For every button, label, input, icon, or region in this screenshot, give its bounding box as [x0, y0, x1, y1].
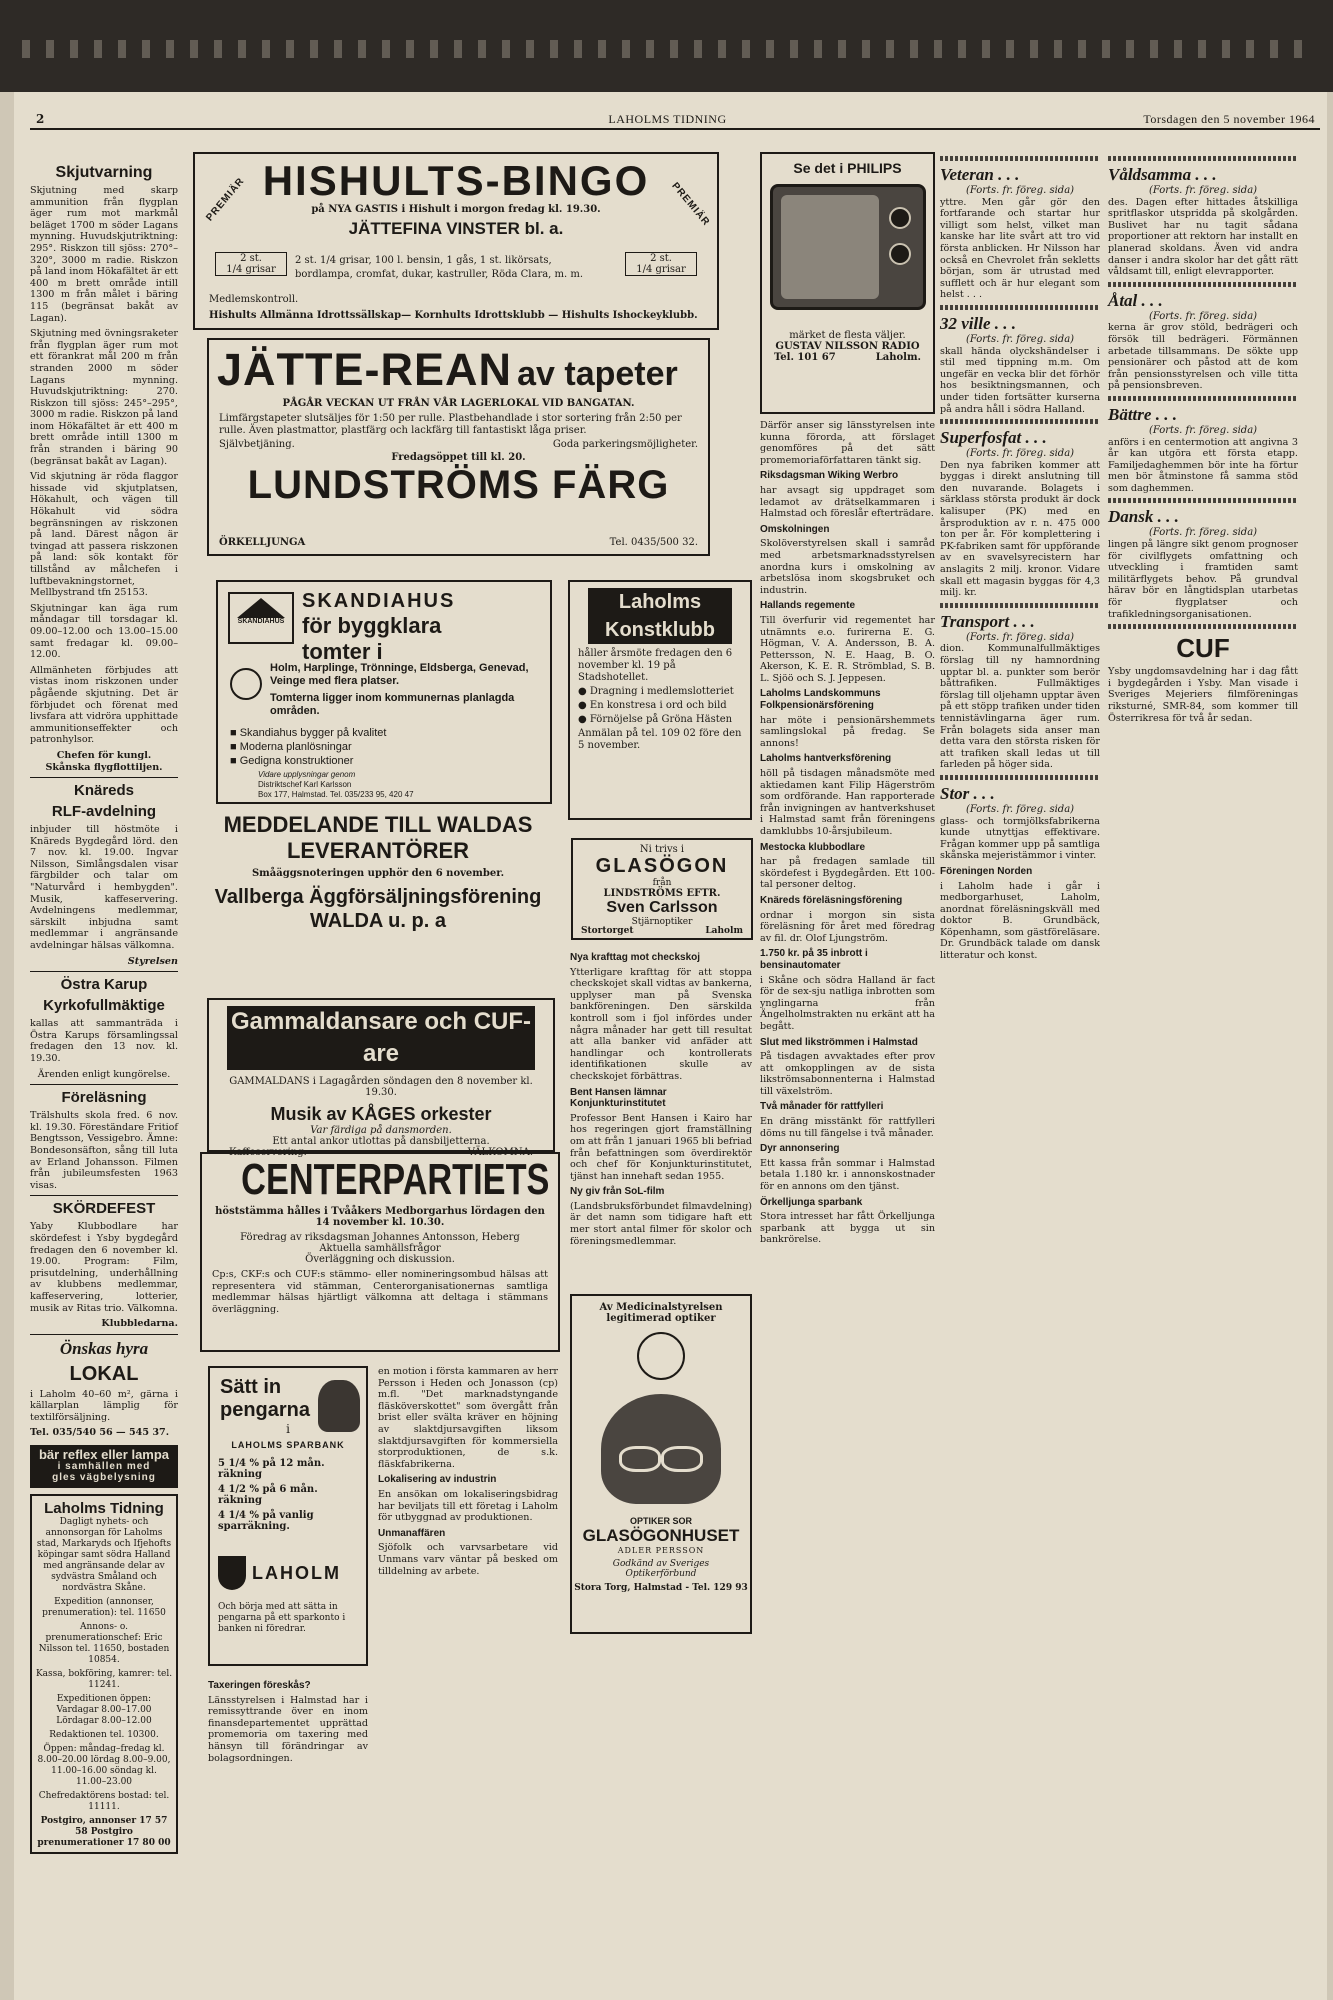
sparbank-note: Och börja med att sätta in pengarna på ett sparkonto i banken ni föredrar. [218, 1602, 346, 1634]
konstklubb-title: Laholms Konstklubb [588, 588, 732, 644]
column-1 [30, 160, 178, 1978]
glasogonhuset-text: Godkänd av Sveriges [612, 1559, 710, 1569]
walda-title: MEDDELANDE TILL WALDAS [223, 812, 533, 837]
bingo-ad [193, 152, 719, 330]
gammaldans-ad [207, 998, 555, 1158]
masthead-text: Annons- o. prenumerationschef: Eric Nilsson tel. 11650, bostaden 10854. [38, 1622, 170, 1666]
divider [30, 1084, 178, 1085]
article-headline: Laholms Landskommuns Folkpensionärsförening [760, 688, 881, 712]
gammaldans-title: Gammaldansare och CUF-are [227, 1006, 535, 1070]
gammaldans-coffee: Kaffeservering. [229, 1147, 307, 1158]
skjutvarning-text: Vid skjutning är röda flaggor hissade vid skjutplatsen, Hökahult, och vägen till Hökahult vid södra begränsningen av riskzonen på land. Därest någon är tvingad att passera riskzonen på land: sök kontakt för tillstånd av målchefen i luftbevakningstornet, Mellbystrand tfn 25153. [30, 471, 178, 599]
article-text: har på fredagen samlade till skördefest i Bygdegården. Ett 100-tal personer deltog. [760, 856, 935, 891]
article-headline: Nya krafttag mot checkskoj [570, 952, 701, 963]
article-text: en motion i första kammaren av herr Persson i Heden och Jonasson (cp) m.fl. "Det marknadstyngande fläsköverskottet" som övergått från brist eller svälta kräver en höjning av slaktdjursavgiften liksom slaktdjursavgiften för kommersiella storproduktionen, de s.k. fläskfabrikerna. [378, 1366, 558, 1470]
philips-caption: märket de flesta väljer. [789, 330, 906, 341]
article-text: ordnar i morgon sin sista föreläsning för året med föredrag av fil. dr. Olof Ljungström. [760, 909, 935, 944]
article-headline: Bent Hansen lämnar Konjunkturinstitutet [570, 1086, 667, 1110]
skjutvarning-text: Allmänheten förbjudes att vistas inom riskzonen under pågående skjutning. Det är förbjudet och förenat med livsfara att vidröra upphittade ammunitionseffekter och patronhylsor. [30, 664, 178, 746]
valdsamma-headline: Våldsamma . . . [1108, 165, 1217, 184]
television-icon [770, 184, 926, 310]
continued-note: (Forts. fr. föreg. sida) [965, 185, 1075, 196]
skordefest-text: Yaby Klubbodlare har skördefest i Ysby bygdegård fredagen den 6 november kl. 19.00. Program: Film, prisutdelning, underhållning av klubbens medlemmar, kaffeservering, lotterier, musik av Ritas trio. Välkomna. [30, 1221, 178, 1314]
skandiahus-emblem-icon [230, 668, 262, 700]
walda-text: Småäggsnoteringen upphör den 6 november. [251, 868, 505, 879]
ostra-karup-note: Ärenden enligt kungörelse. [37, 1068, 171, 1080]
sparbank-rate: 5 1/4 % på 12 mån. räkning [218, 1458, 325, 1480]
article-text: Därför anser sig länsstyrelsen inte kunna förorda, att förslaget genomföres på det sätt promemoriaförfattaren tänkt sig. [760, 420, 935, 466]
article-headline: Lokalisering av industrin [378, 1474, 497, 1486]
skandiahus-bullets [230, 726, 386, 768]
bullet: ■ Moderna planlösningar [230, 741, 352, 753]
glasogonhuset-title: GLASÖGONHUSET [582, 1526, 740, 1545]
skandiahus-title: för byggklara [302, 613, 442, 638]
article-text: yttre. Men går gör den fortfarande och startar hur villigt som helst, vilket man kanske har lite svårt att tro vid första anblicken. Hr Nilsson har också en Chevrolet från sekletts början, som är utrustad med sufflett och är hur elegant som helst . . . [940, 196, 1100, 301]
transport-headline: Transport . . . [940, 611, 1035, 631]
glasogon-name: Sven Carlsson [606, 899, 718, 916]
article-text: Ett kassa från sommar i Halmstad betala 1.180 kr. i annonskostnader för en annons om den tjänst. [760, 1157, 935, 1193]
article-headline: Ny giv från SoL-film [570, 1186, 665, 1198]
news-column-2 [378, 1366, 558, 1978]
article-text: Stora intresset har fått Örkelljunga sparbank att bygga ut sin bankrörelse. [760, 1211, 935, 1246]
tapeter-parking: Goda parkeringsmöjligheter. [552, 439, 698, 450]
philips-town: Laholm. [875, 352, 921, 363]
article-text: i Laholm hade i går i medborgarhuset, Laholm, anordnat föreläsningskväll med doktor B. Grundbäck, Köpenhamn, som gästföreläsare. Dr. Grundbäck talade om dansk litteratur och konst. [940, 880, 1100, 962]
walda-association: WALDA u. p. a [310, 910, 446, 932]
gammaldans-text: Var färdiga på dansmorden. [310, 1125, 452, 1136]
bingo-prizes-headline: JÄTTEFINA VINSTER bl. a. [348, 219, 564, 238]
article-text: Den nya fabriken kommer att byggas i direkt anslutning till den nuvarande. Bolagets i särklass största produkt är dock kalisuper (PK) med en årsproduktion av r. n. 475 000 ton per år. För komplettering i PK-fabriken samt för uppförande av en svavelsyrecistern har anslagits 2 milj. kronor. Vidare skall ett magasin byggas för 4,3 milj. kr. [940, 459, 1100, 599]
kyrkofullmaktige-headline: Kyrkofullmäktige [43, 997, 165, 1015]
article-text: Ytterligare krafttag för att stoppa checkskojet skall vidtas av bankerna, upplyser man på Svenska bankföreningen. Den särskilda kontroll som i fjol infördes under några månader har gett till resultat att alla banker vid anfäder att handlingar och kontrollerats identifikationen skulle av checkskojet förbättras. [570, 966, 752, 1082]
sparbank-logo: LAHOLM [252, 1562, 341, 1583]
tree-icon [318, 1380, 360, 1432]
article-text: kerna är grov stöld, bedrägeri och försök till bedrägeri. Förmännen arbetade tillsammans. De sökte upp pensionärer och påstod att de kom från pensionsstyrelsen och ville titta på pensionsbreven. [1108, 322, 1298, 392]
issue-date: Torsdagen den 5 november 1964 [1143, 112, 1315, 126]
article-text: des. Dagen efter hittades åtskilliga spritflaskor utspridda på skolgården. Buslivet har nu tagit sådana proportioner att rektorn har installt en planerad skoldans. Även vid andra danser i andra skolor har det gått rätt våldsamt till, enligt elevrapporter. [1108, 196, 1298, 278]
tapeter-phone: Tel. 0435/500 32. [609, 537, 698, 548]
masthead-text: Expeditionen öppen: Vardagar 8.00–17.00 Lördagar 8.00–12.00 [56, 1694, 152, 1727]
article-text: lingen på längre sikt genom prognoser för civilflygets omfattning och utveckling i framtiden samt militärflygets behov. På grundval härav bör en långtidsplan utarbetas för flygplatser och trafikledningsorganisationen. [1108, 539, 1298, 620]
bingo-title: HISHULTS-BINGO [262, 157, 650, 204]
prize-box-item: 1/4 grisar [226, 264, 276, 275]
glasogon-role: Stjärnoptiker [631, 917, 693, 927]
tapeter-title-row [217, 344, 708, 396]
optician-seal-icon [637, 1332, 685, 1380]
article-headline: Örkelljunga sparbank [760, 1196, 863, 1208]
konstklubb-text: Anmälan på tel. 109 02 före den 5 november. [578, 728, 742, 751]
tapeter-headline: PÅGÅR VECKAN UT FRÅN VÅR LAGERLOKAL VID BANGATAN. [282, 398, 635, 409]
continued-note: (Forts. fr. föreg. sida) [1148, 527, 1258, 539]
masthead-text: Expedition (annonser, prenumeration): tel. 11650 [42, 1597, 166, 1619]
divider [30, 1195, 178, 1196]
v32-headline: 32 ville . . . [940, 313, 1017, 333]
bingo-prize-list: 2 st. 1/4 grisar, 100 l. bensin, 1 gås, 1 st. likörsats, bordlampa, cromfat, dukar, kastruller, Röda Clara, m. m. [295, 255, 584, 280]
philips-title: Se det i PHILIPS [793, 160, 902, 176]
wavy-divider [940, 775, 1100, 780]
glasses-icon [619, 1446, 661, 1472]
glasogonhuset-top: legitimerad optiker [606, 1313, 716, 1324]
onskas-hyra-headline: Önskas hyra [59, 1338, 149, 1358]
divider [30, 1334, 178, 1335]
contact-line: Vidare upplysningar genom [258, 770, 356, 779]
glasogonhuset-sign: OPTIKER SOR [629, 1516, 692, 1526]
dansk-headline: Dansk . . . [1108, 507, 1179, 527]
konstklubb-item: ● En konstresa i ord och bild [578, 700, 727, 711]
centerpartiet-ad [200, 1152, 560, 1352]
tapeter-hours: Fredagsöppet till kl. 20. [391, 452, 526, 463]
centerpartiet-topic: Aktuella samhällsfrågor [319, 1243, 441, 1254]
wavy-divider [940, 305, 1100, 310]
article-headline: Två månader för rattfylleri [760, 1101, 884, 1113]
veteran-headline: Veteran . . . [940, 165, 1020, 184]
continued-note: (Forts. fr. föreg. sida) [1148, 424, 1258, 436]
page-number: 2 [36, 112, 45, 126]
article-text: anförs i en centermotion att angivna 3 år kan utgöra ett första etapp. Familjedaghemmen bör inte ha förtur men bör åtminstone få samma stöd som daghemmen. [1108, 436, 1298, 494]
header-rule [30, 128, 1320, 130]
news-column-3 [570, 948, 752, 1288]
house-icon [237, 598, 285, 618]
glasogon-addr: Stortorget [581, 926, 634, 936]
tapeter-town: ÖRKELLJUNGA [219, 537, 306, 548]
reflex-line: i samhällen med [57, 1460, 151, 1472]
knareds-signature: Styrelsen [127, 955, 178, 967]
prize-box-count: 2 st. [650, 253, 672, 264]
microfilm-border [0, 0, 1333, 92]
masthead-text: Kassa, bokföring, kamrer: tel. 11241. [35, 1669, 173, 1691]
wavy-divider [1108, 624, 1298, 629]
wavy-divider [1108, 282, 1298, 287]
skandiahus-logo-label: SKANDIAHUS [237, 618, 285, 625]
lokal-headline: LOKAL [69, 1362, 139, 1385]
skandiahus-title: SKANDIAHUS [302, 590, 456, 612]
atal-headline: Åtal . . . [1108, 290, 1163, 310]
continued-note: (Forts. fr. föreg. sida) [1148, 310, 1258, 322]
sparbank-headline: Sätt in [220, 1376, 282, 1398]
lokal-phone: Tel. 035/540 56 — 545 37. [30, 1427, 170, 1439]
article-headline: Laholms hantverksförening [760, 753, 892, 765]
cuf-headline: CUF [1176, 633, 1230, 664]
sparbank-rate: 4 1/4 % på vanlig sparräkning. [218, 1510, 314, 1532]
article-headline: Unmanaffären [378, 1527, 446, 1539]
continued-note: (Forts. fr. föreg. sida) [1148, 185, 1258, 196]
masthead-text: Postgiro, annonser 17 57 58 Postgiro prenumerationer 17 80 00 [37, 1816, 171, 1849]
forelasning-text: Trälshults skola fred. 6 nov. kl. 19.30. Föreständare Fritiof Bengtsson, Vessigebro. Ämne: Bondesonsäfton, sång till luta av Erland Johansson. Filmen från jubileumsfesten 1963 visas. [30, 1110, 178, 1191]
article-text: Skolöverstyrelsen skall i samråd med arbetsmarknadsstyrelsen anordna kurs i omskolning av arbetslösa inom skogsbruket och industrin. [760, 538, 935, 596]
reflex-line: gles vägbelysning [52, 1472, 156, 1484]
bullet: ■ Skandiahus bygger på kvalitet [230, 727, 387, 739]
centerpartiet-text: Cp:s, CKF:s och CUF:s stämmo- eller nomineringsombud hälsas att representera vid stämman, Centerorganisationernas samtliga medlemmar hälsas hjärtligt välkomna att deltaga i stämmans överläggning. [212, 1269, 548, 1315]
coat-of-arms-icon [218, 1556, 246, 1590]
article-headline: Föreningen Norden [940, 865, 1033, 877]
philips-contact [774, 352, 921, 363]
article-text: Till överfurir vid regementet har utnämnts e.o. furirerna E. G. Högman, V. A. Andersson, B. A. Pettersson, N. E. Haag, B. O. Akerson, K. E. R. Strömblad, S. B. L. Sjöö och S. J. Jeppesen. [760, 614, 935, 684]
reflex-line: bär reflex eller lampa [38, 1447, 170, 1463]
prize-box [625, 252, 697, 276]
news-column-5 [940, 152, 1100, 1978]
film-perforation [22, 40, 1312, 58]
article-text: På tisdagen avvaktades efter prov att omkopplingen av de sista likströmsabonnenterna i Halmstad till växelström. [760, 1051, 935, 1097]
prize-box-item: 1/4 grisar [636, 264, 686, 275]
gammaldans-when: GAMMALDANS i Lagagården söndagen den 8 november kl. 19.30. [229, 1076, 533, 1098]
sparbank-text: i [286, 1422, 290, 1436]
article-headline: Hallands regemente [760, 600, 856, 612]
walda-title: LEVERANTÖRER [286, 838, 470, 863]
gammaldans-music: Musik av KÅGES orkester [270, 1104, 492, 1124]
contact-line: Box 177, Halmstad. Tel. 035/233 95, 420 47 [258, 790, 414, 799]
sparbank-ad [208, 1366, 368, 1666]
glasogonhuset-top: Av Medicinalstyrelsen [599, 1302, 723, 1313]
bullet-text: Skandiahus bygger på kvalitet [239, 727, 387, 739]
bingo-members: Medlemskontroll. [209, 294, 299, 305]
article-text: dion. Kommunalfullmäktiges förslag till ny hamnordning upptar bl. a. punkter som berör båttrafiken. Fullmäktiges förslag till oljehamn upptar även på ett stöpp trafiken under tiden tennistävlingarna äger rum. Från bolagets sida anser man detta vara den största risken för att trafiken skall ledas ut till farleden på höger sida. [940, 643, 1100, 771]
premiar-label: PREMIÄR [669, 180, 712, 229]
article-text: skall hända olyckshändelser i stil med tippning m.m. Om ungefär en vecka blir det förhör hos besiktningsmannen, och under tiden fortsätter kurserna på andra håll i södra Halland. [940, 345, 1100, 415]
article-text: Professor Bent Hansen i Kairo har hos regeringen gjort framställning om att från 1 januari 1965 bli befriad från befattningen som överdirektör och chef för Konjunkturinstitutet, tjänst han innehaft sedan 1955. [570, 1112, 752, 1182]
knareds-subheadline: RLF-avdelning [51, 803, 157, 821]
tapeter-title: JÄTTE-REAN [217, 344, 513, 395]
divider [30, 971, 178, 972]
article-text: i Skåne och södra Halland är fact för de sex-sju natliga inbrotten som ynglingarna från Ängelholmstrakten nu erkänt att ha begått. [760, 974, 935, 1032]
superfosfat-headline: Superfosfat . . . [940, 428, 1047, 448]
glasogon-addr: Laholm [705, 926, 743, 936]
bingo-organisers: Hishults Allmänna Idrottssällskap— Kornhults Idrottsklubb — Hishults Ishockeyklubb. [209, 310, 698, 321]
skandiahus-logo [228, 592, 294, 644]
masthead-text: Öppen: måndag–fredag kl. 8.00–20.00 lördag 8.00–9.00, 11.00–16.00 söndag kl. 11.00–23.00 [37, 1744, 171, 1788]
glasses-icon [661, 1446, 703, 1472]
bullet: ■ Gedigna konstruktioner [230, 755, 354, 767]
prize-box-count: 2 st. [240, 253, 262, 264]
tapeter-text: Limfärgstapeter slutsäljes för 1:50 per rulle. Plastbehandlade i stor sortering från 2:50 per rulle. Även plastmattor, plastfärg och lackfärg till fantastiskt låga priser. [219, 413, 682, 436]
tapeter-self-service: Självbetjäning. [219, 439, 295, 450]
centerpartiet-when: höststämma hålles i Tvååkers Medborgarhus lördagen den 14 november kl. 10.30. [215, 1206, 545, 1228]
article-headline: Omskolningen [760, 523, 830, 535]
glasogon-firm: LINDSTRÖMS EFTR. [603, 888, 721, 899]
glasogonhuset-text: Optikerförbund [625, 1569, 697, 1579]
ostra-karup-text: kallas att sammanträda i Östra Karups församlingssal fredagen den 13 nov. kl. 19.30. [30, 1018, 178, 1064]
skordefest-signature: Klubbledarna. [101, 1318, 178, 1330]
masthead-text: Chefredaktörens bostad: tel. 11111. [38, 1791, 170, 1813]
article-text: En ansökan om lokaliseringsbidrag har beviljats till ett företag i Laholm för utbyggnad av produktionen. [378, 1488, 558, 1524]
article-headline: Mestocka klubbodlare [760, 841, 866, 853]
sparbank-logo-row [218, 1556, 358, 1590]
skordefest-headline: SKÖRDEFEST [52, 1200, 156, 1218]
article-headline: Dyr annonsering [760, 1143, 840, 1155]
tv-screen [781, 195, 879, 299]
skandiahus-sub: Tomterna ligger inom kommunernas planlagda områden. [270, 692, 515, 717]
lokal-text: i Laholm 40–60 m², gärna i källarplan lämplig för textilförsäljning. [30, 1388, 178, 1423]
tapeter-service [219, 439, 698, 450]
prize-box [215, 252, 287, 276]
article-headline: Riksdagsman Wiking Werbro [760, 470, 899, 482]
glasogon-ad [571, 838, 753, 940]
paper-name: LAHOLMS TIDNING [608, 112, 727, 126]
masthead-text: Dagligt nyhets- och annonsorgan för Laholms stad, Markaryds och Ifjehofts köpingar samt södra Halland med angränsande delar av sydvästra Småland och nordvästra Skåne. [36, 1517, 172, 1594]
sparbank-name: LAHOLMS SPARBANK [231, 1440, 345, 1450]
stor-headline: Stor . . . [940, 783, 995, 803]
premiar-label: PREMIÄR [204, 175, 247, 224]
centerpartiet-title: CENTERPARTIETS [241, 1155, 550, 1204]
gammaldans-text: Ett antal ankor utlottas på dansbiljetterna. [272, 1136, 490, 1147]
article-text: glass- och tormjölksfabrikerna kunde utnyttjas effektivare. Frågan kommer upp på samtliga skånska mejeristämmor i vinter. [940, 815, 1100, 862]
sparbank-headline: pengarna [220, 1399, 311, 1421]
konstklubb-item: ● Dragning i medlemslotteriet [578, 686, 734, 697]
skjutvarning-text: Skjutning med skarp ammunition från flygplan äger rum mot markmål beläget 1700 m söder Lagans mynning. Huvudskjutriktning: 295°. Riskzon till sjöss: 270°–320°, 3000 m radie. Riskzon på land inom Hökafältet är ett 400 m brett område intill 1300 m från målet i bäring 115 (begränsat bakåt av Lagan). [30, 185, 178, 324]
continued-note: (Forts. fr. föreg. sida) [965, 333, 1075, 345]
masthead-text: Redaktionen tel. 10300. [49, 1730, 159, 1741]
tv-knob [889, 243, 911, 265]
masthead-title: Laholms Tidning [44, 1499, 164, 1517]
glasogon-top: Ni trivs i [639, 844, 685, 855]
konstklubb-text: håller årsmöte fredagen den 6 november kl. 19 på Stadshotellet. [578, 648, 733, 683]
walda-ad [200, 812, 556, 980]
philips-phone: Tel. 101 67 [774, 352, 836, 363]
news-column-1b [208, 1676, 368, 1978]
masthead-box [30, 1494, 178, 1855]
divider [30, 777, 178, 778]
bullet-text: Gedigna konstruktioner [239, 755, 354, 767]
konstklubb-item: ● Förnöjelse på Gröna Hästen [578, 714, 733, 725]
skjutvarning-text: Skjutning med övningsraketer från flygplan äger rum mot ett förankrat mål 200 m från stranden 2000 m söder Lagans mynning. Huvudskjutriktning: 270. Riskzon till sjöss: 245°–295°, 3000 m radie. Riskzon på land inom Hökafältet är ett 400 m brett område intill 1300 m från stranden i bäring 90 (begränsat bakåt av Lagan). [30, 328, 179, 467]
continued-note: (Forts. fr. föreg. sida) [965, 631, 1075, 643]
woman-with-glasses-illustration [601, 1394, 721, 1504]
reflex-banner [30, 1445, 178, 1488]
article-text: (Landsbruksförbundet filmavdelning) är det namn som tidigare haft ett mer stort antal filmer för skolor och föreningsmedlemmar. [570, 1200, 752, 1247]
knareds-text: inbjuder till höstmöte i Knäreds Bygdegård lörd. den 7 nov. kl. 19.00. Ingvar Nilsson, Simlångsdalen visar färgbilder och talar om "Naturvård i hembygden". Musik, kaffeservering. Avdelningens medlemmar, särskilt inbjudna samt medlemmar i angränsande avdelningar hälsas välkomna. [30, 824, 178, 952]
lundstroms-logo: LUNDSTRÖMS FÄRG [247, 463, 670, 507]
skandiahus-title: tomter i [302, 639, 383, 664]
skjutvarning-headline: Skjutvarning [55, 164, 153, 181]
skjutvarning-text: Skjutningar kan äga rum måndagar till torsdagar kl. 09.00–12.00 och 13.00–15.00 samt fredagar kl. 09.00–12.00. [30, 602, 178, 661]
bingo-when: på NYA GASTIS i Hishult i morgon fredag kl. 19.30. [311, 204, 601, 215]
glasogon-title: GLASÖGON [595, 855, 729, 877]
contact-line: Distriktschef Karl Karlsson [258, 780, 352, 789]
glasogonhuset-ad [570, 1294, 752, 1634]
centerpartiet-speaker: Föredrag av riksdagsman Johannes Antonsson, Heberg [240, 1232, 520, 1243]
continued-note: (Forts. fr. föreg. sida) [965, 448, 1075, 460]
article-text: Länsstyrelsen i Halmstad har i remissyttrande över en inom finansdepartementet upprättad promemoria om taxering med hänsyn till förändringar av bolagsordningen. [208, 1694, 368, 1764]
tv-knob [889, 207, 911, 229]
skandiahus-ad [216, 580, 552, 804]
battre-headline: Bättre . . . [1108, 404, 1177, 424]
skjutvarning-signature: Skånska flygflottiljen. [45, 761, 163, 773]
sparbank-rate: 4 1/2 % på 6 mån. räkning [218, 1484, 318, 1506]
skandiahus-places: Holm, Harplinge, Trönninge, Eldsberga, Genevad, Veinge med flera platser. [270, 662, 529, 687]
tapeter-title-small: av tapeter [517, 355, 678, 393]
wavy-divider [1108, 156, 1298, 161]
philips-shop: GUSTAV NILSSON RADIO [775, 341, 920, 352]
ostra-karup-headline: Östra Karup [60, 976, 148, 994]
article-text: har möte i pensionärshemmets samlingslokal på fredag. Se annons! [760, 714, 935, 749]
knareds-headline: Knäreds [73, 782, 135, 800]
gammaldans-welcome: VÄLKOMNA. [467, 1147, 533, 1158]
continued-note: (Forts. fr. föreg. sida) [965, 803, 1075, 815]
skandiahus-headline [302, 590, 547, 665]
article-text: har avsagt sig uppdraget som ledamot av drätselkammaren i Halmstad och föreslår efterträdare. [760, 484, 935, 520]
tapeter-ad [207, 338, 710, 556]
article-headline: 1.750 kr. på 35 inbrott i bensinautomater [760, 948, 868, 971]
glasogon-from: från [652, 878, 672, 888]
article-text: höll på tisdagen månadsmöte med aktiedamen kant Filip Hägerström som ordförande. Han rapporterade från invigningen av hantverkshuset i Halmstad samt från föreningens damklubbs 10-årsjubileum. [760, 768, 935, 837]
wavy-divider [1108, 396, 1298, 401]
skandiahus-contact [258, 770, 414, 800]
glasogonhuset-address: Stora Torg, Halmstad - Tel. 129 93 [574, 1583, 748, 1593]
news-column-6 [1108, 152, 1298, 1978]
konstklubb-ad [568, 580, 752, 820]
article-headline: Slut med likströmmen i Halmstad [760, 1036, 918, 1048]
article-headline: Knäreds föreläsningsförening [760, 894, 903, 906]
wavy-divider [940, 156, 1100, 161]
article-text: Sjöfolk och varvsarbetare vid Unmans varv väntar på besked om tilldelning av arbete. [378, 1542, 558, 1577]
wavy-divider [1108, 498, 1298, 503]
forelasning-headline: Föreläsning [61, 1089, 147, 1107]
skjutvarning-signature: Chefen för kungl. [56, 749, 152, 761]
news-column-4 [760, 420, 935, 1978]
philips-ad [760, 152, 935, 414]
centerpartiet-discussion: Överläggning och diskussion. [305, 1254, 455, 1265]
article-headline: Taxeringen föreskås? [208, 1680, 311, 1691]
page-header [20, 112, 1315, 128]
article-text: Ysby ungdomsavdelning har i dag fått i bygdegården i Ysby. Man visade i Sveriges Mejeriers filmföreningas riksturné, SMR-84, som kommer till Österrikresa för två år sedan. [1108, 666, 1298, 724]
walda-association: Vallberga Äggförsäljningsförening [214, 886, 542, 908]
wavy-divider [940, 603, 1100, 608]
wavy-divider [940, 419, 1100, 424]
article-text: En dräng misstänkt för rattfylleri döms nu till fängelse i två månader. [760, 1116, 935, 1139]
bullet-text: Moderna planlösningar [239, 741, 352, 753]
glasogonhuset-owner: ADLER PERSSON [617, 1546, 705, 1555]
